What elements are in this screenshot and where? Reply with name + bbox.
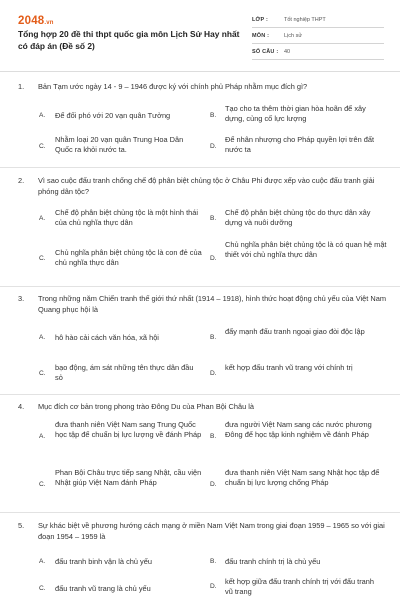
question-1 (0, 82, 400, 172)
header-divider (0, 71, 400, 72)
meta-label: SỐ CÂU : (252, 49, 279, 55)
option-text: Phan Bội Châu trực tiếp sang Nhật, cầu viện Nhật giúp Việt Nam đánh Pháp (55, 468, 202, 488)
question-5 (0, 521, 400, 600)
question-text: Mục đích cơ bản trong phong trào Đông Du của Phan Bội Châu là (38, 402, 255, 411)
option-c[interactable] (39, 583, 209, 597)
question-number: 2. (18, 176, 25, 185)
option-letter: D. (210, 583, 217, 590)
question-text: Sự khác biệt về phương hướng cách mạng ở miền Nam Việt Nam trong giai đoạn 1959 – 1965 so với giai đoạn 1954 – 1959 là (38, 521, 385, 541)
option-a[interactable] (39, 106, 209, 128)
option-text: đấu tranh binh vận là chủ yếu (55, 557, 152, 566)
option-letter: D. (210, 481, 217, 488)
option-letter: D. (210, 255, 217, 262)
question-2 (0, 176, 400, 286)
option-letter: D. (210, 370, 217, 377)
option-letter: C. (39, 255, 46, 262)
option-text: Để nhân nhượng cho Pháp quyền lợi trên đất nước ta (225, 135, 375, 155)
meta-value: 40 (284, 49, 291, 55)
meta-value: Tốt nghiệp THPT (284, 17, 326, 23)
question-number: 5. (18, 521, 25, 530)
meta-label: LỚP : (252, 17, 268, 23)
option-letter: B. (210, 334, 217, 341)
document-meta (252, 14, 384, 60)
option-b[interactable] (210, 104, 390, 128)
option-text: đưa thanh niên Việt Nam sang Trung Quốc học tập để chuẩn bị lực lượng về đánh Pháp (55, 420, 202, 440)
question-text: Trong những năm Chiến tranh thế giới thứ nhất (1914 – 1918), hình thức hoạt động chủ yếu của Việt Nam Quang phục hội là (38, 294, 386, 314)
option-letter: C. (39, 481, 46, 488)
option-c[interactable] (39, 363, 209, 387)
option-text: đưa thanh niên Việt Nam sang Nhật học tập để chuẩn bị lực lượng chống Pháp (225, 468, 380, 488)
document-header (0, 0, 400, 66)
meta-row-grade (252, 14, 384, 28)
option-d[interactable] (210, 363, 390, 387)
question-text: Vì sao cuộc đấu tranh chống chế độ phân biệt chủng tộc ở Châu Phi được xếp vào cuộc đấu tranh giải phóng dân tộc? (38, 176, 375, 196)
logo-suffix: .vn (44, 20, 54, 26)
option-letter: B. (210, 112, 217, 119)
option-c[interactable] (39, 248, 209, 272)
option-b[interactable] (210, 327, 390, 351)
option-text: Chủ nghĩa phân biệt chủng tộc là con đẻ của chủ nghĩa thực dân (55, 248, 202, 268)
question-divider (0, 167, 400, 168)
option-text: đấu tranh chính trị là chủ yếu (225, 557, 321, 566)
option-letter: A. (39, 215, 46, 222)
question-number: 1. (18, 82, 25, 91)
option-letter: B. (210, 215, 217, 222)
option-text: Tạo cho ta thêm thời gian hòa hoãn để xây dựng, củng cố lực lượng (225, 104, 366, 124)
document-title: Tổng hợp 20 đề thi thpt quốc gia môn Lịch Sử Hay nhất có đáp án (Đề số 2) (18, 29, 240, 51)
option-a[interactable] (39, 208, 209, 232)
option-text: Để đối phó với 20 vạn quân Tưởng (55, 111, 171, 120)
meta-row-count (252, 46, 384, 60)
option-letter: B. (210, 433, 217, 440)
option-b[interactable] (210, 420, 390, 454)
option-letter: D. (210, 143, 217, 150)
question-4 (0, 402, 400, 518)
option-text: đấu tranh vũ trang là chủ yếu (55, 584, 151, 593)
question-divider (0, 286, 400, 287)
question-number: 4. (18, 402, 25, 411)
option-a[interactable] (39, 420, 209, 454)
question-number: 3. (18, 294, 25, 303)
option-a[interactable] (39, 556, 209, 570)
option-text: Chủ nghĩa phân biệt chủng tộc là có quan hệ mật thiết với chủ nghĩa thực dân (225, 240, 387, 260)
option-text: đẩy mạnh đấu tranh ngoại giao đòi độc lập (225, 327, 365, 336)
option-d[interactable] (210, 577, 390, 599)
option-text: Chế độ phân biệt chủng tộc là một hình thái của chủ nghĩa thực dân (55, 208, 198, 228)
option-text: kết hợp đấu tranh vũ trang với chính trị (225, 363, 353, 372)
option-text: kết hợp giữa đấu tranh chính trị với đấu tranh vũ trang (225, 577, 374, 597)
option-text: hô hào cải cách văn hóa, xã hội (55, 333, 159, 342)
question-3 (0, 294, 400, 394)
option-letter: A. (39, 558, 46, 565)
option-b[interactable] (210, 208, 390, 232)
option-letter: A. (39, 433, 46, 440)
option-letter: C. (39, 585, 46, 592)
option-a[interactable] (39, 332, 209, 346)
option-d[interactable] (210, 468, 390, 502)
meta-row-subject (252, 30, 384, 44)
option-text: bạo động, ám sát những tên thực dân đầu sỏ (55, 363, 194, 383)
logo-main: 2048 (18, 15, 45, 27)
option-letter: B. (210, 558, 217, 565)
option-c[interactable] (39, 135, 209, 159)
option-d[interactable] (210, 135, 390, 159)
option-c[interactable] (39, 468, 209, 502)
option-b[interactable] (210, 556, 390, 570)
option-text: Chế độ phân biệt chủng tộc do thực dân xây dựng và nuôi dưỡng (225, 208, 371, 228)
meta-value: Lịch sử (284, 33, 303, 39)
option-letter: A. (39, 112, 46, 119)
option-d[interactable] (210, 240, 390, 274)
option-letter: C. (39, 370, 46, 377)
meta-label: MÔN : (252, 33, 270, 39)
option-letter: A. (39, 334, 46, 341)
option-text: Nhằm loại 20 vạn quân Trung Hoa Dân Quốc ra khỏi nước ta. (55, 135, 184, 155)
question-text: Bản Tạm ước ngày 14 - 9 – 1946 được ký với chính phủ Pháp nhằm mục đích gì? (38, 82, 308, 91)
option-text: đưa người Việt Nam sang các nước phương Đông để học tập kinh nghiệm về đánh Pháp (225, 420, 372, 440)
option-letter: C. (39, 143, 46, 150)
site-logo[interactable] (18, 15, 54, 27)
question-divider (0, 512, 400, 513)
question-divider (0, 394, 400, 395)
